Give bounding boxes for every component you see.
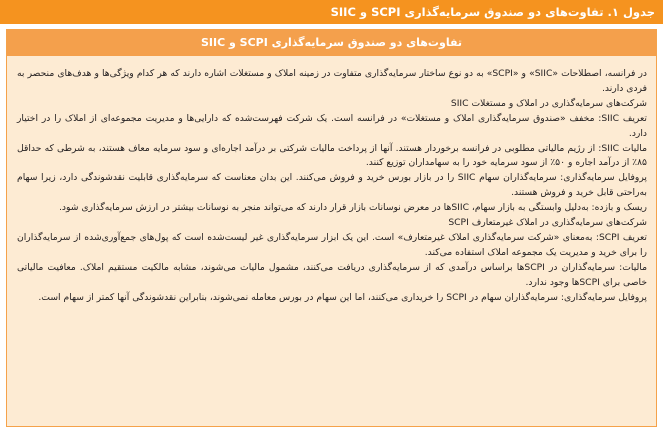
scpi-definition: تعریف SCPI: به‌معنای «شرکت سرمایه‌گذاری املاک غیرمتعارف» است. این یک ابزار سرمایه‌گذاری غیر لیست‌شده است که پول‌های جمع‌آوری‌شده از سرمایه‌گذاران را برای خرید و مدیریت یک مجموعه املاک استفاده می‌کند. — [17, 231, 647, 258]
table-caption: جدول ۱. تفاوت‌های دو صندوق سرمایه‌گذاری SCPI و SIIC — [0, 0, 663, 24]
siic-risk-return: ریسک و بازده: به‌دلیل وابستگی به بازار سهام، SIICها در معرض نوسانات بازار قرار دارند که می‌تواند منجر به نوسانات بیشتر در ارزش سرمایه‌گذاری شود. — [58, 202, 647, 214]
siic-tax: مالیات SIIC: از رژیم مالیاتی مطلوبی در فرانسه برخوردار هستند. آنها از پرداخت مالیات شرکتی بر درآمد اجاره‌ای و سود سرمایه معاف هستند، به شرطی که حداقل ۸۵٪ از درآمد اجاره و ۵۰٪ از سود سرمایه خود را به سهامداران توزیع کنند. — [17, 142, 647, 169]
siic-investment-profile: پروفایل سرمایه‌گذاری: سرمایه‌گذاران سهام SIIC را در بازار بورس خرید و فروش می‌کنند. این بدان معناست که سرمایه‌گذاری قابلیت نقدشوندگی دارد، زیرا سهام به‌راحتی قابل خرید و فروش هستند. — [17, 172, 647, 199]
panel-title: تفاوت‌های دو صندوق سرمایه‌گذاری SCPI و SIIC — [7, 30, 656, 56]
siic-heading: شرکت‌های سرمایه‌گذاری در املاک و مستغلات SIIC — [450, 97, 647, 109]
scpi-tax: مالیات: سرمایه‌گذاران در SCPIها براساس درآمدی که از سرمایه‌گذاری دریافت می‌کنند، مشمول مالیات می‌شوند، مشابه مالکیت مستقیم املاک. معافیت مالیاتی خاصی برای SCPIها وجود ندارد. — [17, 261, 647, 288]
panel-body — [7, 56, 656, 306]
scpi-investment-profile: پروفایل سرمایه‌گذاری: سرمایه‌گذاران سهام در SCPI را خریداری می‌کنند، اما این سهام در بورس معامله نمی‌شوند، بنابراین نقدشوندگی آنها کمتر از سهام است. — [38, 291, 647, 303]
comparison-panel — [6, 29, 657, 427]
scpi-heading: شرکت‌های سرمایه‌گذاری در املاک غیرمتعارف SCPI — [448, 217, 647, 229]
intro-paragraph: در فرانسه، اصطلاحات «SIIC» و «SCPI» به دو نوع ساختار سرمایه‌گذاری متفاوت در زمینه املاک و مستغلات اشاره دارند که هر کدام ویژگی‌ها و هدف‌های منحصر به فردی دارند. — [17, 68, 647, 94]
siic-definition: تعریف SIIC: مخفف «صندوق سرمایه‌گذاری املاک و مستغلات» در فرانسه است. یک شرکت فهرست‌شده که دارایی‌ها و مدیریت مجموعه‌ای از املاک را در اختیار دارد. — [17, 112, 647, 139]
